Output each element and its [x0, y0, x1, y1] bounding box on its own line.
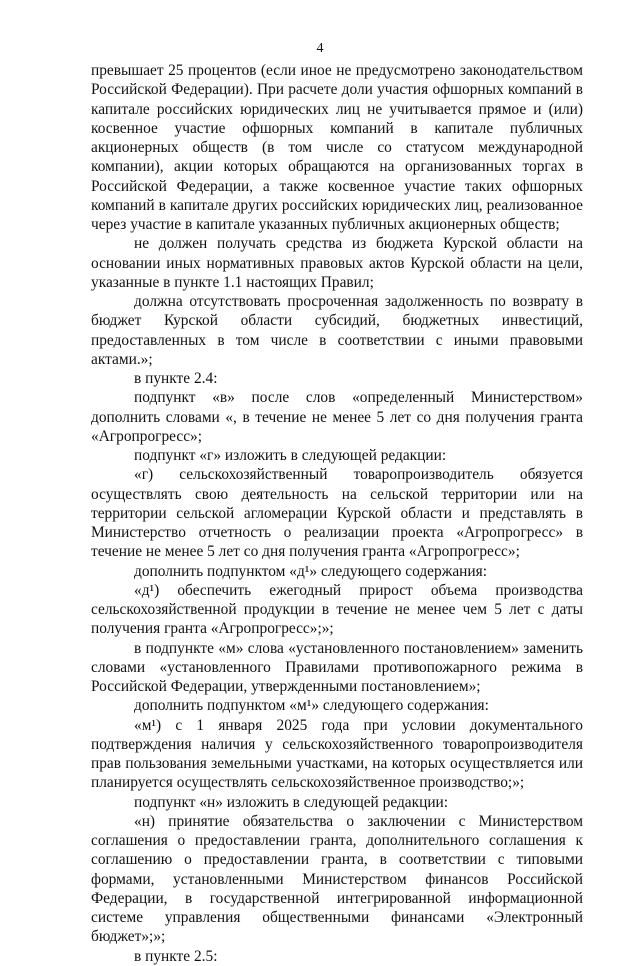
paragraph: дополнить подпунктом «м¹» следующего содержания: — [134, 697, 489, 715]
paragraph: в пункте 2.4: — [134, 370, 218, 387]
paragraph: дополнить подпунктом «д¹» следующего содержания: — [134, 562, 488, 580]
paragraph: «г) сельскохозяйственный товаропроизводитель обязуется осуществлять свою деятельность на сельской территории или на территории сельской агломерации Курской области и представлять в Министерство отчетность о реализации проекта «Агропрогресс» в течение не менее 5 лет со дня получения гранта «Агропрогресс»; — [91, 466, 583, 561]
paragraph: «д¹) обеспечить ежегодный прирост объема производства сельскохозяйственной продукции в течение не менее чем 5 лет с даты получения гранта «Агропрогресс»;»; — [91, 581, 583, 638]
paragraph: превышает 25 процентов (если иное не предусмотрено законодательством Российской Федерации). При расчете доли участия офшорных компаний в капитале российских юридических лиц не учитывается прямое и (или) косвенное участие офшорных компаний в капитале публичных акционерных обществ (в том числе со статусом международной компании), акции которых обращаются на организованных торгах в Российской Федерации, а также косвенное участие таких офшорных компаний в капитале других российских юридических лиц, реализованное через участие в капитале указанных публичных акционерных обществ; — [91, 62, 583, 233]
paragraph: подпункт «г» изложить в следующей редакции: — [134, 447, 447, 464]
paragraph: подпункт «н» изложить в следующей редакции: — [134, 793, 449, 811]
document-body — [91, 61, 583, 966]
paragraph: в подпункте «м» слова «установленного постановлением» заменить словами «установленного Правилами противопожарного режима в Российской Федерации, утвержденными постановлением»; — [91, 639, 583, 695]
paragraph: подпункт «в» после слов «определенный Министерством» дополнить словами «, в течение не менее 5 лет со дня получения гранта «Агропрогресс»; — [91, 389, 583, 445]
page-number: 4 — [316, 41, 324, 56]
paragraph: «н) принятие обязательства о заключении с Министерством соглашения о предоставлении гранта, дополнительного соглашения к соглашению о предоставлении гранта, в соответствии с типовыми формами, установленными Министерством финансов Российской Федерации, в государственной интегрированной информационной системе управления общественными финансами «Электронный бюджет»;»; — [91, 812, 583, 946]
paragraph: в пункте 2.5: — [134, 947, 218, 965]
paragraph: не должен получать средства из бюджета Курской области на основании иных нормативных правовых актов Курской области на цели, указанные в пункте 1.1 настоящих Правил; — [91, 235, 583, 291]
paragraph: «м¹) с 1 января 2025 года при условии документального подтверждения наличия у сельскохозяйственного товаропроизводителя прав пользования земельными участками, на которых осуществляется или планируется осуществлять сельскохозяйственное производство;»; — [91, 716, 583, 792]
paragraph: должна отсутствовать просроченная задолженность по возврату в бюджет Курской области субсидий, бюджетных инвестиций, предоставленных в том числе в соответствии с иными правовыми актами.»; — [91, 293, 583, 368]
